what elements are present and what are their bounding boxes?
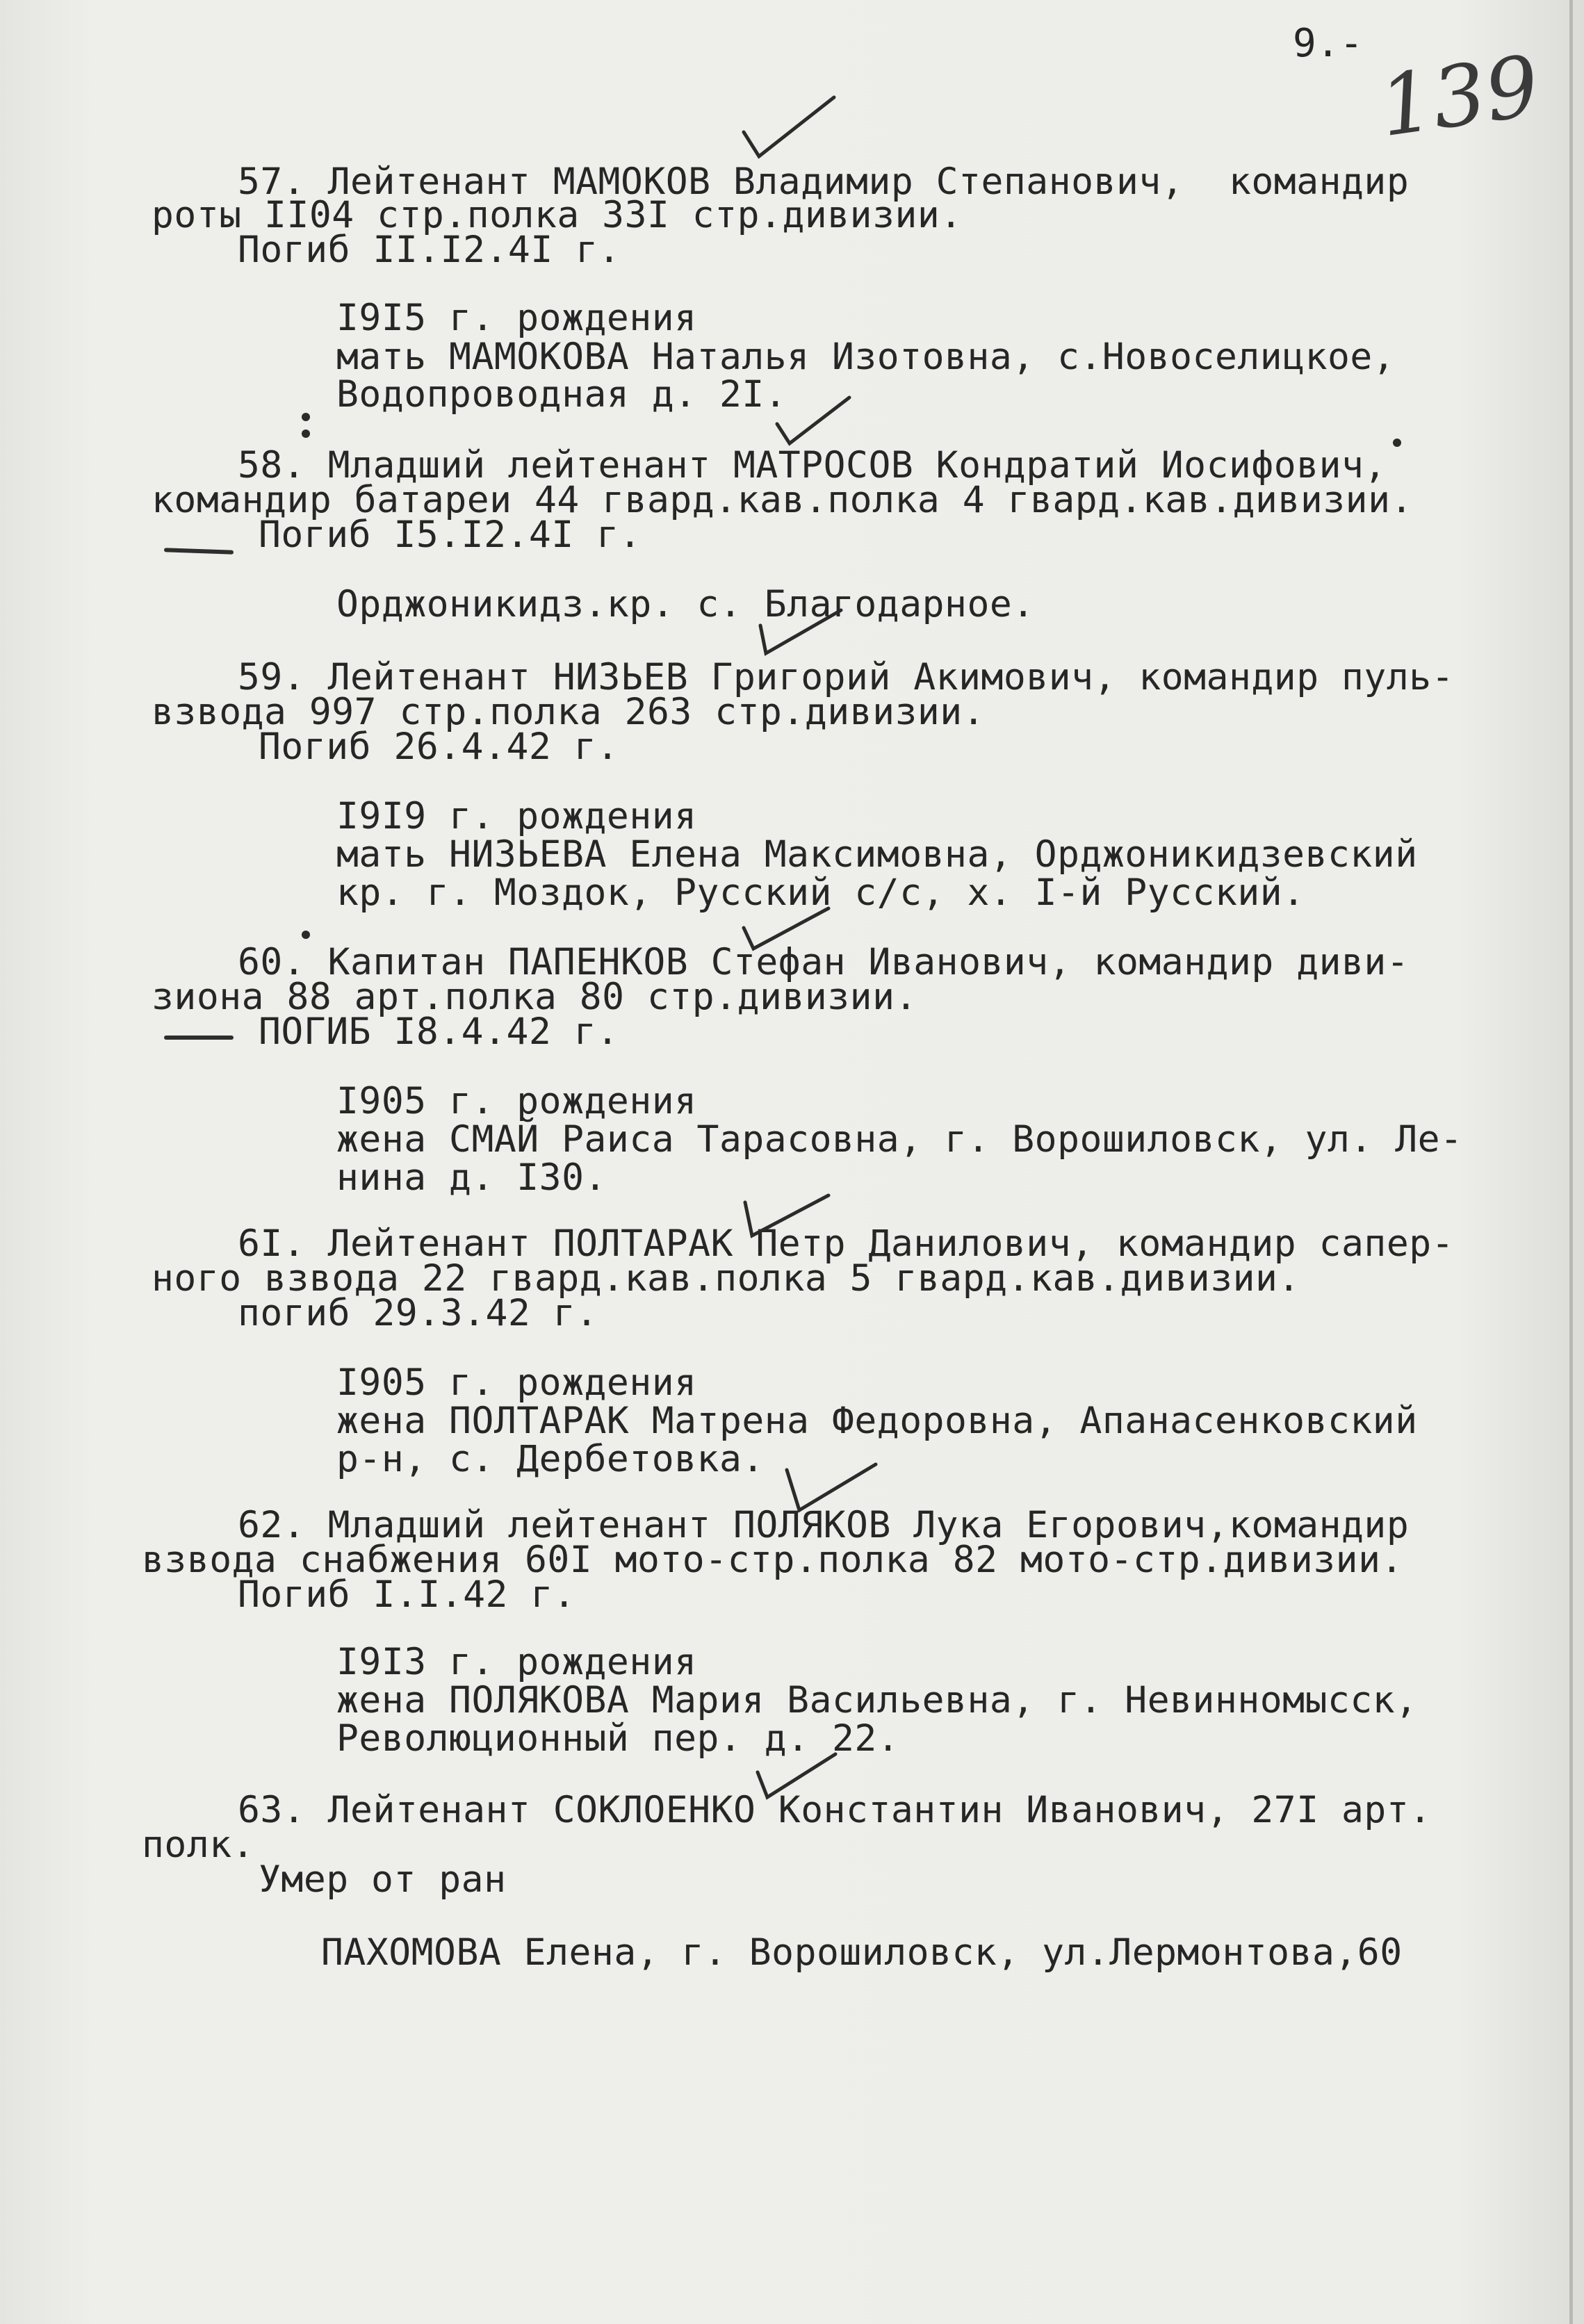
entry-58-header-line1: 58. Младший лейтенант МАТРОСОВ Кондратий Иосифович,	[238, 444, 1387, 486]
check-mark-icon	[778, 1456, 883, 1519]
entry-63-header-line2: полк.	[142, 1824, 255, 1866]
entry-60-detail-3: нина д. I30.	[336, 1156, 607, 1199]
entry-62-detail-2: жена ПОЛЯКОВА Мария Васильевна, г. Невинномысск,	[336, 1679, 1418, 1721]
entry-60-header-line2: зиона 88 арт.полка 80 стр.дивизии.	[152, 976, 917, 1018]
entry-57-fate: Погиб II.I2.4I г.	[238, 229, 621, 271]
ink-dot-mark	[1387, 432, 1407, 453]
entry-63-fate: Умер от ран	[259, 1858, 507, 1901]
margin-dash-mark	[164, 548, 234, 554]
check-mark-icon	[751, 598, 848, 660]
entry-62-fate: Погиб I.I.42 г.	[238, 1573, 576, 1616]
ink-dot-mark	[295, 410, 316, 445]
entry-61-fate: погиб 29.3.42 г.	[238, 1292, 598, 1334]
entry-61-detail-3: р-н, с. Дербетовка.	[336, 1438, 765, 1480]
entry-62-detail-3: Революционный пер. д. 22.	[336, 1717, 900, 1760]
entry-57-header-line2: роты II04 стр.полка 33I стр.дивизии.	[152, 194, 963, 236]
entry-62-header-line1: 62. Младший лейтенант ПОЛЯКОВ Лука Егорович,командир	[238, 1504, 1410, 1546]
entry-59-detail-3: кр. г. Моздок, Русский с/с, х. I-й Русский.	[336, 872, 1305, 914]
archive-sheet-number: 139	[1373, 38, 1545, 156]
entry-63-header-line1: 63. Лейтенант СОКЛОЕНКО Константин Иванович, 27I арт.	[238, 1789, 1432, 1831]
page-edge-shadow	[1569, 0, 1573, 2324]
entry-61-detail-2: жена ПОЛТАРАК Матрена Федоровна, Апанасенковский	[336, 1400, 1418, 1442]
entry-57-detail-1: I9I5 г. рождения	[336, 297, 697, 339]
check-mark-icon	[737, 900, 834, 956]
check-mark-icon	[751, 1744, 841, 1807]
entry-58-header-line2: командир батареи 44 гвард.кав.полка 4 гвард.кав.дивизии.	[152, 479, 1413, 521]
check-mark-icon	[737, 1181, 834, 1244]
entry-59-header-line1: 59. Лейтенант НИЗЬЕВ Григорий Акимович, командир пуль-	[238, 656, 1455, 698]
entry-59-fate: Погиб 26.4.42 г.	[259, 726, 619, 768]
check-mark-icon	[737, 90, 841, 167]
check-mark-icon	[771, 389, 855, 452]
entry-60-detail-2: жена СМАЙ Раиса Тарасовна, г. Ворошиловск, ул. Ле-	[336, 1118, 1463, 1161]
entry-61-header-line1: 6I. Лейтенант ПОЛТАРАК Петр Данилович, командир сапер-	[238, 1222, 1455, 1265]
entry-60-detail-1: I905 г. рождения	[336, 1080, 697, 1122]
ink-dot-mark	[295, 924, 316, 945]
entry-57-header-line1: 57. Лейтенант МАМОКОВ Владимир Степанович, командир	[238, 161, 1410, 203]
entry-60-header-line1: 60. Капитан ПАПЕНКОВ Стефан Иванович, командир диви-	[238, 941, 1410, 983]
entry-62-detail-1: I9I3 г. рождения	[336, 1641, 697, 1683]
entry-59-detail-2: мать НИЗЬЕВА Елена Максимовна, Орджоникидзевский	[336, 833, 1418, 876]
entry-57-detail-2: мать МАМОКОВА Наталья Изотовна, с.Новоселицкое,	[336, 336, 1396, 378]
page-number: 9.-	[1293, 21, 1364, 66]
entry-57-detail-3: Водопроводная д. 2I.	[336, 373, 787, 416]
entry-62-header-line2: взвода снабжения 60I мото-стр.полка 82 мото-стр.дивизии.	[142, 1539, 1403, 1581]
entry-60-fate: ПОГИБ I8.4.42 г.	[259, 1010, 619, 1053]
entry-59-header-line2: взвода 997 стр.полка 263 стр.дивизии.	[152, 691, 986, 733]
margin-dash-mark	[164, 1036, 234, 1040]
entry-58-detail-1: Орджоникидз.кр. с. Благодарное.	[336, 583, 1035, 625]
entry-59-detail-1: I9I9 г. рождения	[336, 795, 697, 837]
entry-61-detail-1: I905 г. рождения	[336, 1361, 697, 1404]
entry-63-detail-1: ПАХОМОВА Елена, г. Ворошиловск, ул.Лермонтова,60	[321, 1931, 1403, 1974]
entry-58-fate: Погиб I5.I2.4I г.	[259, 514, 642, 556]
entry-61-header-line2: ного взвода 22 гвард.кав.полка 5 гвард.кав.дивизии.	[152, 1257, 1300, 1300]
